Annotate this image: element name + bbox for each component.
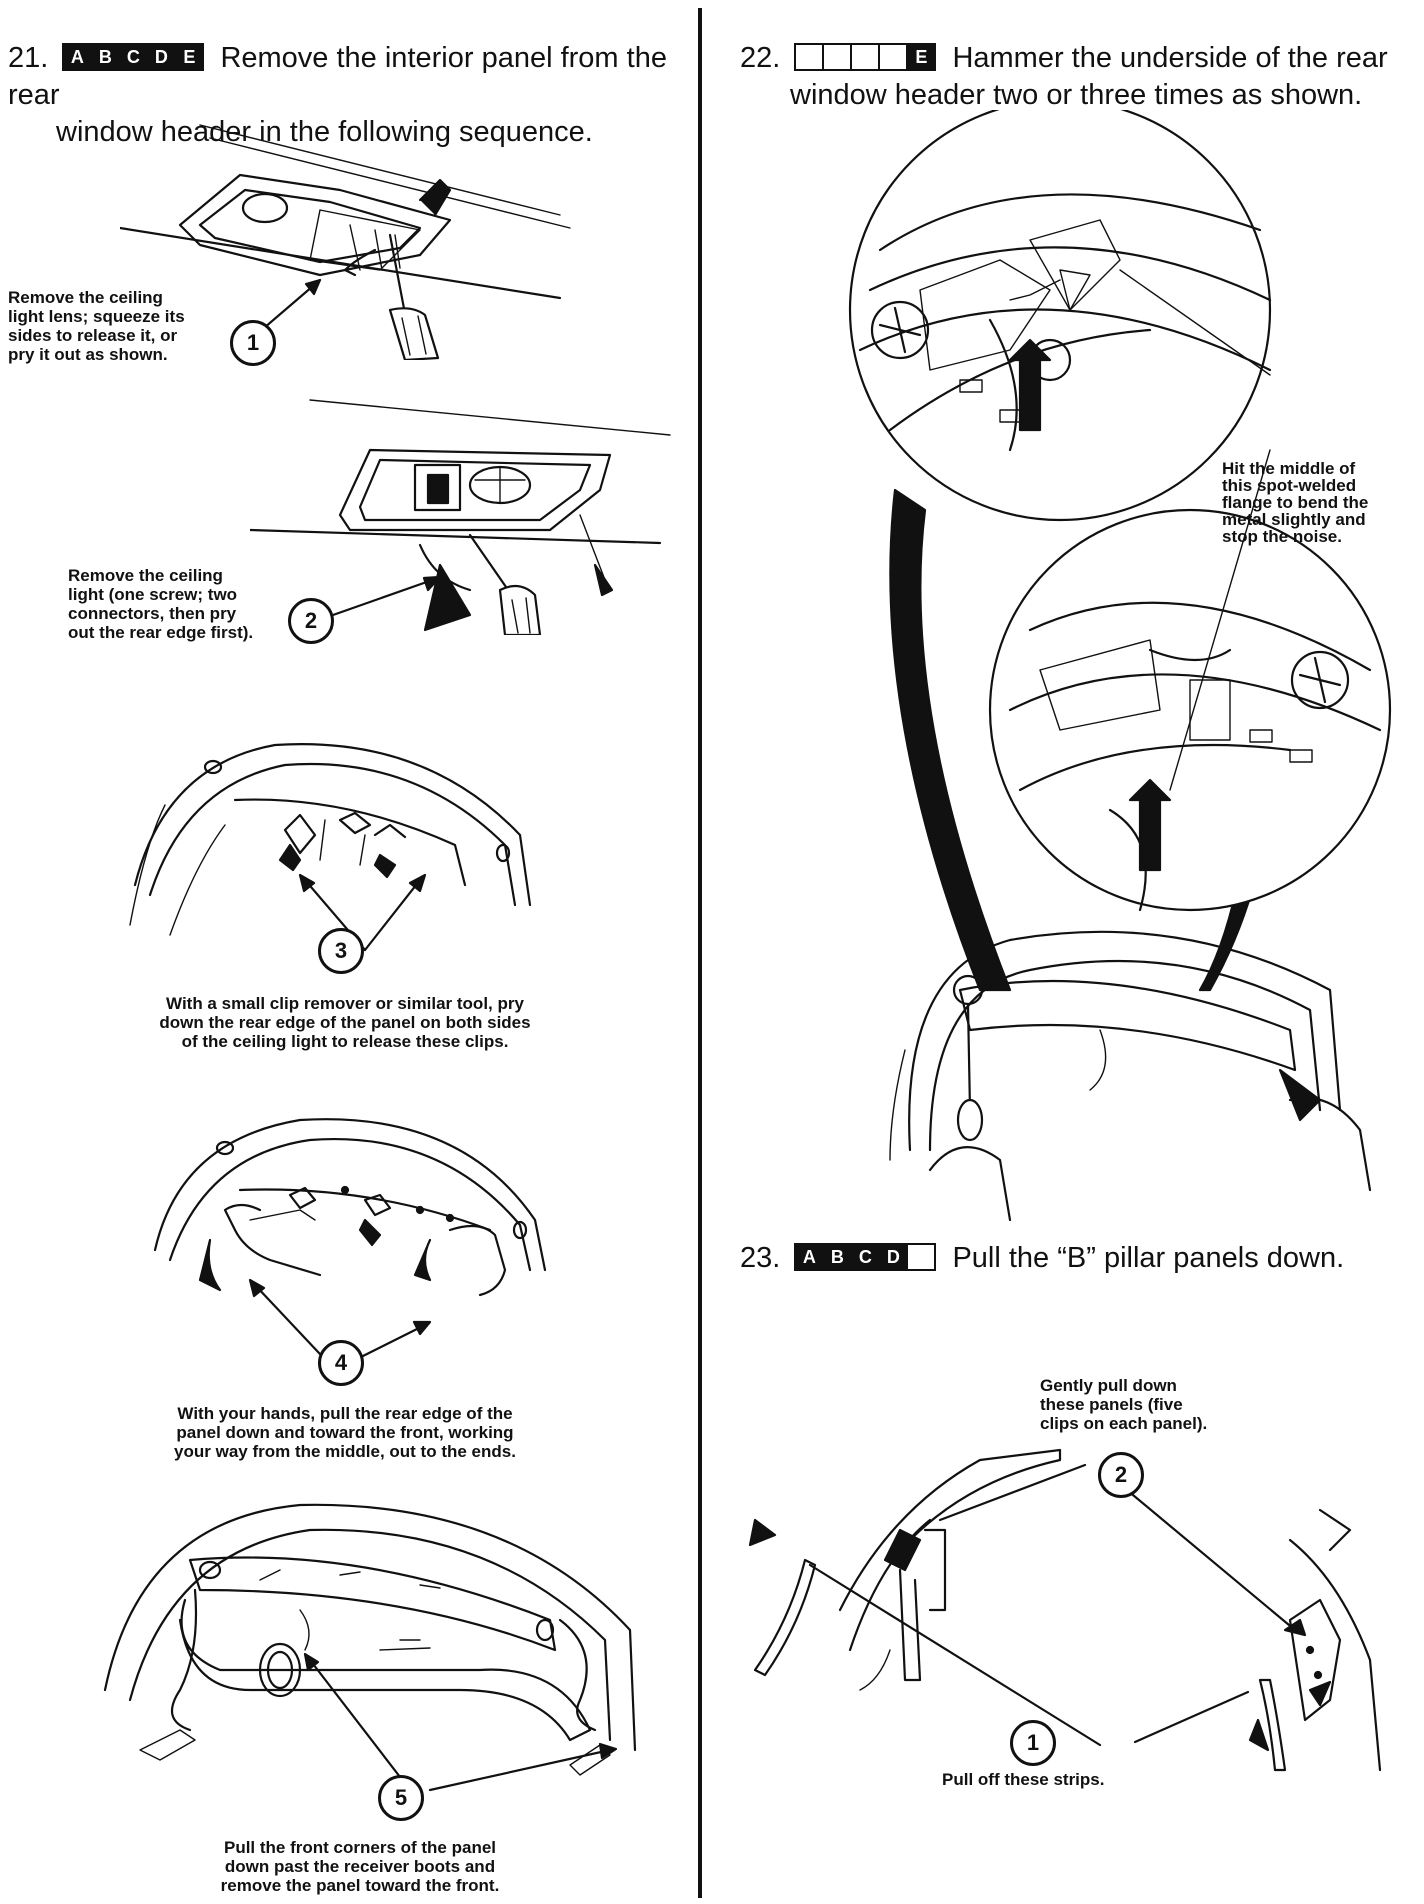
note-hammer-line: metal slightly and bbox=[1222, 510, 1366, 529]
note-3-line: With a small clip remover or similar tool, pry bbox=[166, 994, 524, 1013]
step-23-heading bbox=[740, 1240, 1420, 1277]
note-1-line: sides to release it, or bbox=[8, 326, 178, 345]
step-21-title-line2: window header in the following sequence. bbox=[56, 116, 593, 148]
note-2-line: light (one screw; two bbox=[68, 585, 238, 604]
step-22-title-line2: window header two or three times as shown. bbox=[790, 79, 1363, 111]
note-3-line: down the rear edge of the panel on both sides bbox=[159, 1013, 531, 1032]
note-hammer-line: Hit the middle of bbox=[1222, 459, 1356, 478]
ceiling-lens-illustration bbox=[120, 120, 680, 360]
step-22-model-boxes bbox=[794, 43, 936, 71]
note-2-line: out the rear edge first). bbox=[68, 623, 254, 642]
column-divider bbox=[698, 8, 702, 1898]
note-2-line: Remove the ceiling bbox=[68, 566, 223, 585]
note-hammer-line: stop the noise. bbox=[1222, 527, 1342, 546]
callout-1: 1 bbox=[230, 320, 276, 366]
note-5-line: Pull the front corners of the panel bbox=[223, 1838, 497, 1857]
note-5 bbox=[150, 1838, 570, 1895]
arrow-2-pointer bbox=[328, 570, 448, 630]
note-4-line: your way from the middle, out to the ends. bbox=[174, 1442, 516, 1461]
note-2 bbox=[68, 566, 253, 642]
step-22-heading bbox=[740, 40, 1420, 114]
callout-2: 2 bbox=[288, 598, 334, 644]
note-1 bbox=[8, 288, 185, 364]
model-letter-box: D bbox=[148, 45, 176, 69]
callout-5: 5 bbox=[378, 1775, 424, 1821]
note-4-line: panel down and toward the front, working bbox=[176, 1423, 514, 1442]
note-4 bbox=[100, 1404, 590, 1461]
step-23-model-boxes bbox=[794, 1243, 936, 1271]
callout-3: 3 bbox=[318, 928, 364, 974]
note-hammer bbox=[1222, 460, 1368, 545]
arrow-5-pointers bbox=[290, 1640, 630, 1810]
note-4-line: With your hands, pull the rear edge of the bbox=[177, 1404, 513, 1423]
note-b-pillar-line: Gently pull down bbox=[1040, 1376, 1177, 1395]
note-hammer-line: this spot-welded bbox=[1222, 476, 1357, 495]
note-1-line: pry it out as shown. bbox=[8, 345, 168, 364]
model-letter-box: A bbox=[64, 45, 92, 69]
step-21-model-boxes bbox=[62, 43, 204, 71]
note-5-line: remove the panel toward the front. bbox=[220, 1876, 500, 1895]
note-2-line: connectors, then pry bbox=[68, 604, 237, 623]
step-23-title: Pull the “B” pillar panels down. bbox=[952, 1242, 1345, 1274]
step-22-title-line1: Hammer the underside of the rear bbox=[952, 42, 1388, 74]
step-22-number: 22. bbox=[740, 42, 781, 74]
arrow-3-pointers bbox=[290, 865, 440, 955]
model-letter-box: E bbox=[176, 45, 202, 69]
model-letter-box bbox=[852, 45, 880, 69]
model-letter-box bbox=[824, 45, 852, 69]
model-letter-box: C bbox=[852, 1245, 880, 1269]
step-21-title-line1: Remove the interior panel from the rear bbox=[8, 42, 667, 111]
model-letter-box: B bbox=[92, 45, 120, 69]
callout-4: 4 bbox=[318, 1340, 364, 1386]
callout-b-pillar-1: 1 bbox=[1010, 1720, 1056, 1766]
note-b-pillar-line: these panels (five bbox=[1040, 1395, 1183, 1414]
note-5-line: down past the receiver boots and bbox=[224, 1857, 496, 1876]
model-letter-box: E bbox=[908, 45, 934, 69]
note-strips: Pull off these strips. bbox=[942, 1770, 1105, 1789]
model-letter-box bbox=[796, 45, 824, 69]
note-1-line: light lens; squeeze its bbox=[8, 307, 185, 326]
step-21-number: 21. bbox=[8, 42, 49, 74]
model-letter-box: D bbox=[880, 1245, 908, 1269]
step-23-number: 23. bbox=[740, 1242, 781, 1274]
b-pillar-illustration bbox=[730, 1420, 1420, 1800]
note-b-pillar-line: clips on each panel). bbox=[1040, 1414, 1208, 1433]
note-1-line: Remove the ceiling bbox=[8, 288, 163, 307]
note-3 bbox=[100, 994, 590, 1051]
note-3-line: of the ceiling light to release these clips. bbox=[181, 1032, 509, 1051]
callout-b-pillar-2: 2 bbox=[1098, 1452, 1144, 1498]
model-letter-box bbox=[880, 45, 908, 69]
model-letter-box: B bbox=[824, 1245, 852, 1269]
hammer-header-illustration bbox=[730, 110, 1420, 1230]
model-letter-box bbox=[908, 1245, 934, 1269]
note-hammer-line: flange to bend the bbox=[1222, 493, 1369, 512]
model-letter-box: C bbox=[120, 45, 148, 69]
model-letter-box: A bbox=[796, 1245, 824, 1269]
